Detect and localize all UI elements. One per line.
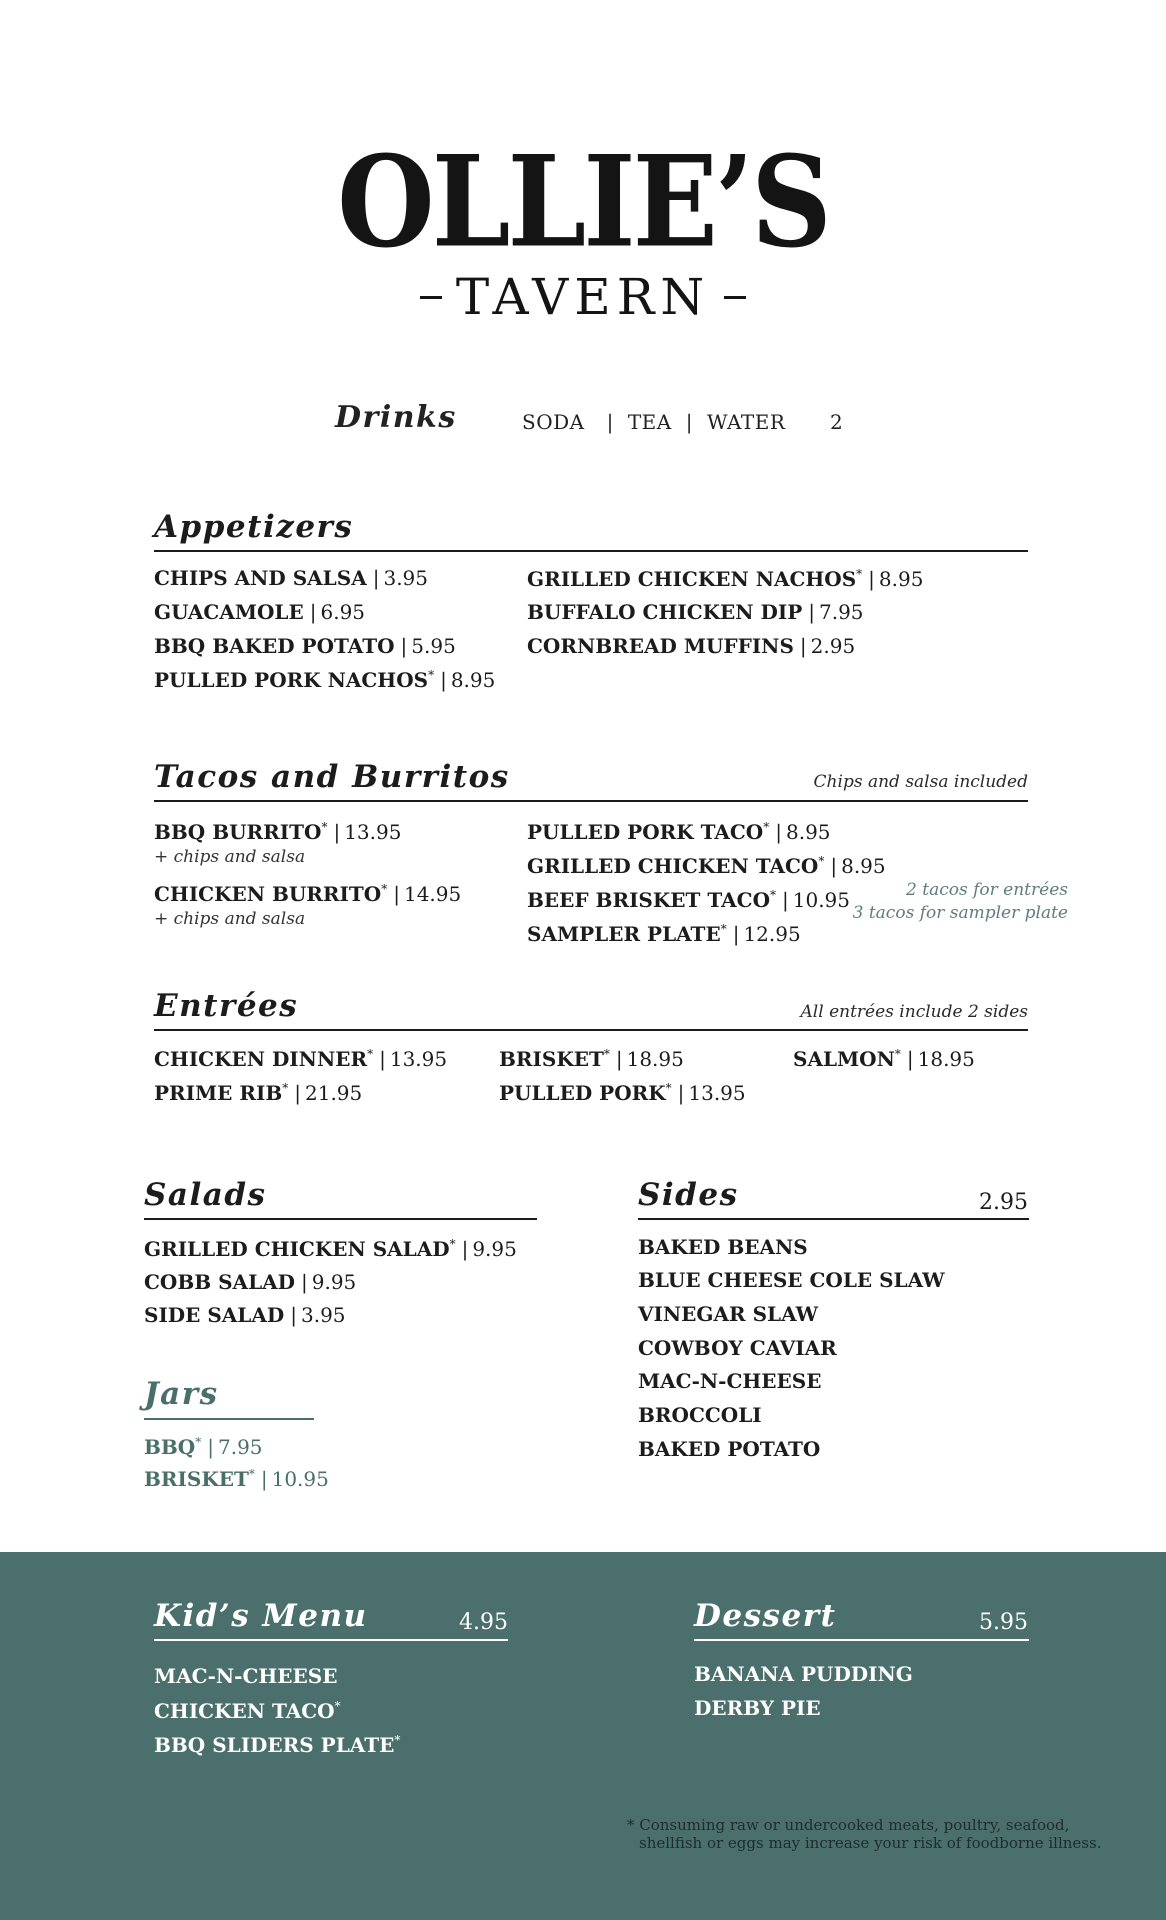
menu-item: COBB SALAD | 9.95 — [144, 1270, 357, 1294]
menu-item: CHICKEN DINNER* | 13.95 — [154, 1047, 448, 1071]
menu-item: SIDE SALAD | 3.95 — [144, 1303, 346, 1327]
kids-menu-heading: Kid’s Menu — [154, 1598, 368, 1634]
drinks-options: SODA | TEA | WATER — [522, 410, 786, 434]
taco-count-note — [853, 879, 1068, 925]
logo-subtitle — [0, 268, 1166, 326]
side-item: VINEGAR SLAW — [638, 1302, 819, 1326]
entrees-heading: Entrées — [154, 988, 299, 1024]
side-item: BAKED POTATO — [638, 1437, 821, 1461]
menu-item: GRILLED CHICKEN SALAD* | 9.95 — [144, 1237, 517, 1261]
sides-heading: Sides — [638, 1177, 739, 1213]
tacos-heading: Tacos and Burritos — [154, 759, 510, 795]
menu-item: CHICKEN BURRITO* | 14.95 — [154, 882, 462, 906]
menu-item: PULLED PORK TACO* | 8.95 — [527, 820, 831, 844]
logo-subtitle-text: TAVERN — [455, 268, 711, 326]
salads-heading: Salads — [144, 1177, 267, 1213]
logo-dash-left — [420, 296, 442, 299]
logo-wordmark: OLLIE’S — [337, 128, 829, 276]
menu-item: CORNBREAD MUFFINS | 2.95 — [527, 634, 856, 658]
kids-item: BBQ SLIDERS PLATE* — [154, 1733, 401, 1757]
dessert-price: 5.95 — [979, 1610, 1028, 1635]
disclaimer-line: shellfish or eggs may increase your risk of foodborne illness. — [639, 1834, 1102, 1852]
tacos-note: Chips and salsa included — [813, 772, 1028, 792]
drink-option: TEA — [627, 410, 672, 434]
drink-option: WATER — [706, 410, 786, 434]
appetizers-rule — [154, 550, 1028, 552]
menu-item: BUFFALO CHICKEN DIP | 7.95 — [527, 600, 864, 624]
dessert-item: BANANA PUDDING — [694, 1662, 913, 1686]
menu-item: CHIPS AND SALSA | 3.95 — [154, 566, 428, 590]
dessert-heading: Dessert — [694, 1598, 837, 1634]
menu-item: BRISKET* | 10.95 — [144, 1467, 329, 1491]
foodborne-disclaimer — [627, 1816, 1101, 1852]
kids-item: CHICKEN TACO* — [154, 1699, 341, 1723]
menu-item: GUACAMOLE | 6.95 — [154, 600, 366, 624]
dessert-item: DERBY PIE — [694, 1696, 821, 1720]
drinks-price: 2 — [830, 410, 844, 434]
disclaimer-line: * Consuming raw or undercooked meats, poultry, seafood, — [627, 1816, 1070, 1834]
salads-rule — [144, 1218, 537, 1220]
side-item: BLUE CHEESE COLE SLAW — [638, 1268, 945, 1292]
menu-item: SALMON* | 18.95 — [793, 1047, 975, 1071]
drinks-heading: Drinks — [335, 400, 457, 435]
jars-rule — [144, 1418, 314, 1420]
item-subnote: + chips and salsa — [154, 847, 306, 867]
kids-menu-price: 4.95 — [459, 1610, 508, 1635]
jars-heading: Jars — [144, 1376, 219, 1412]
menu-item: SAMPLER PLATE* | 12.95 — [527, 922, 801, 946]
drink-option: SODA — [522, 410, 585, 434]
kids-menu-rule — [154, 1639, 508, 1641]
side-item: BROCCOLI — [638, 1403, 762, 1427]
menu-item: PULLED PORK* | 13.95 — [499, 1081, 746, 1105]
taco-note-line: 3 tacos for sampler plate — [852, 903, 1068, 923]
taco-note-line: 2 tacos for entrées — [906, 880, 1068, 900]
entrees-note: All entrées include 2 sides — [800, 1002, 1028, 1022]
item-subnote: + chips and salsa — [154, 909, 306, 929]
sides-price: 2.95 — [979, 1190, 1028, 1215]
side-item: BAKED BEANS — [638, 1235, 808, 1259]
dessert-rule — [694, 1639, 1029, 1641]
menu-item: BBQ BAKED POTATO | 5.95 — [154, 634, 456, 658]
side-item: MAC-N-CHEESE — [638, 1369, 822, 1393]
menu-item: GRILLED CHICKEN TACO* | 8.95 — [527, 854, 886, 878]
side-item: COWBOY CAVIAR — [638, 1336, 837, 1360]
logo-dash-right — [724, 296, 746, 299]
kids-item: MAC-N-CHEESE — [154, 1664, 338, 1688]
menu-item: PRIME RIB* | 21.95 — [154, 1081, 363, 1105]
menu-item: BBQ BURRITO* | 13.95 — [154, 820, 402, 844]
menu-item: BRISKET* | 18.95 — [499, 1047, 684, 1071]
menu-item: GRILLED CHICKEN NACHOS* | 8.95 — [527, 567, 924, 591]
menu-item: BBQ* | 7.95 — [144, 1435, 263, 1459]
menu-item: PULLED PORK NACHOS* | 8.95 — [154, 668, 496, 692]
tacos-rule — [154, 800, 1028, 802]
sides-rule — [638, 1218, 1029, 1220]
appetizers-heading: Appetizers — [154, 509, 354, 545]
entrees-rule — [154, 1029, 1028, 1031]
menu-item: BEEF BRISKET TACO* | 10.95 — [527, 888, 851, 912]
